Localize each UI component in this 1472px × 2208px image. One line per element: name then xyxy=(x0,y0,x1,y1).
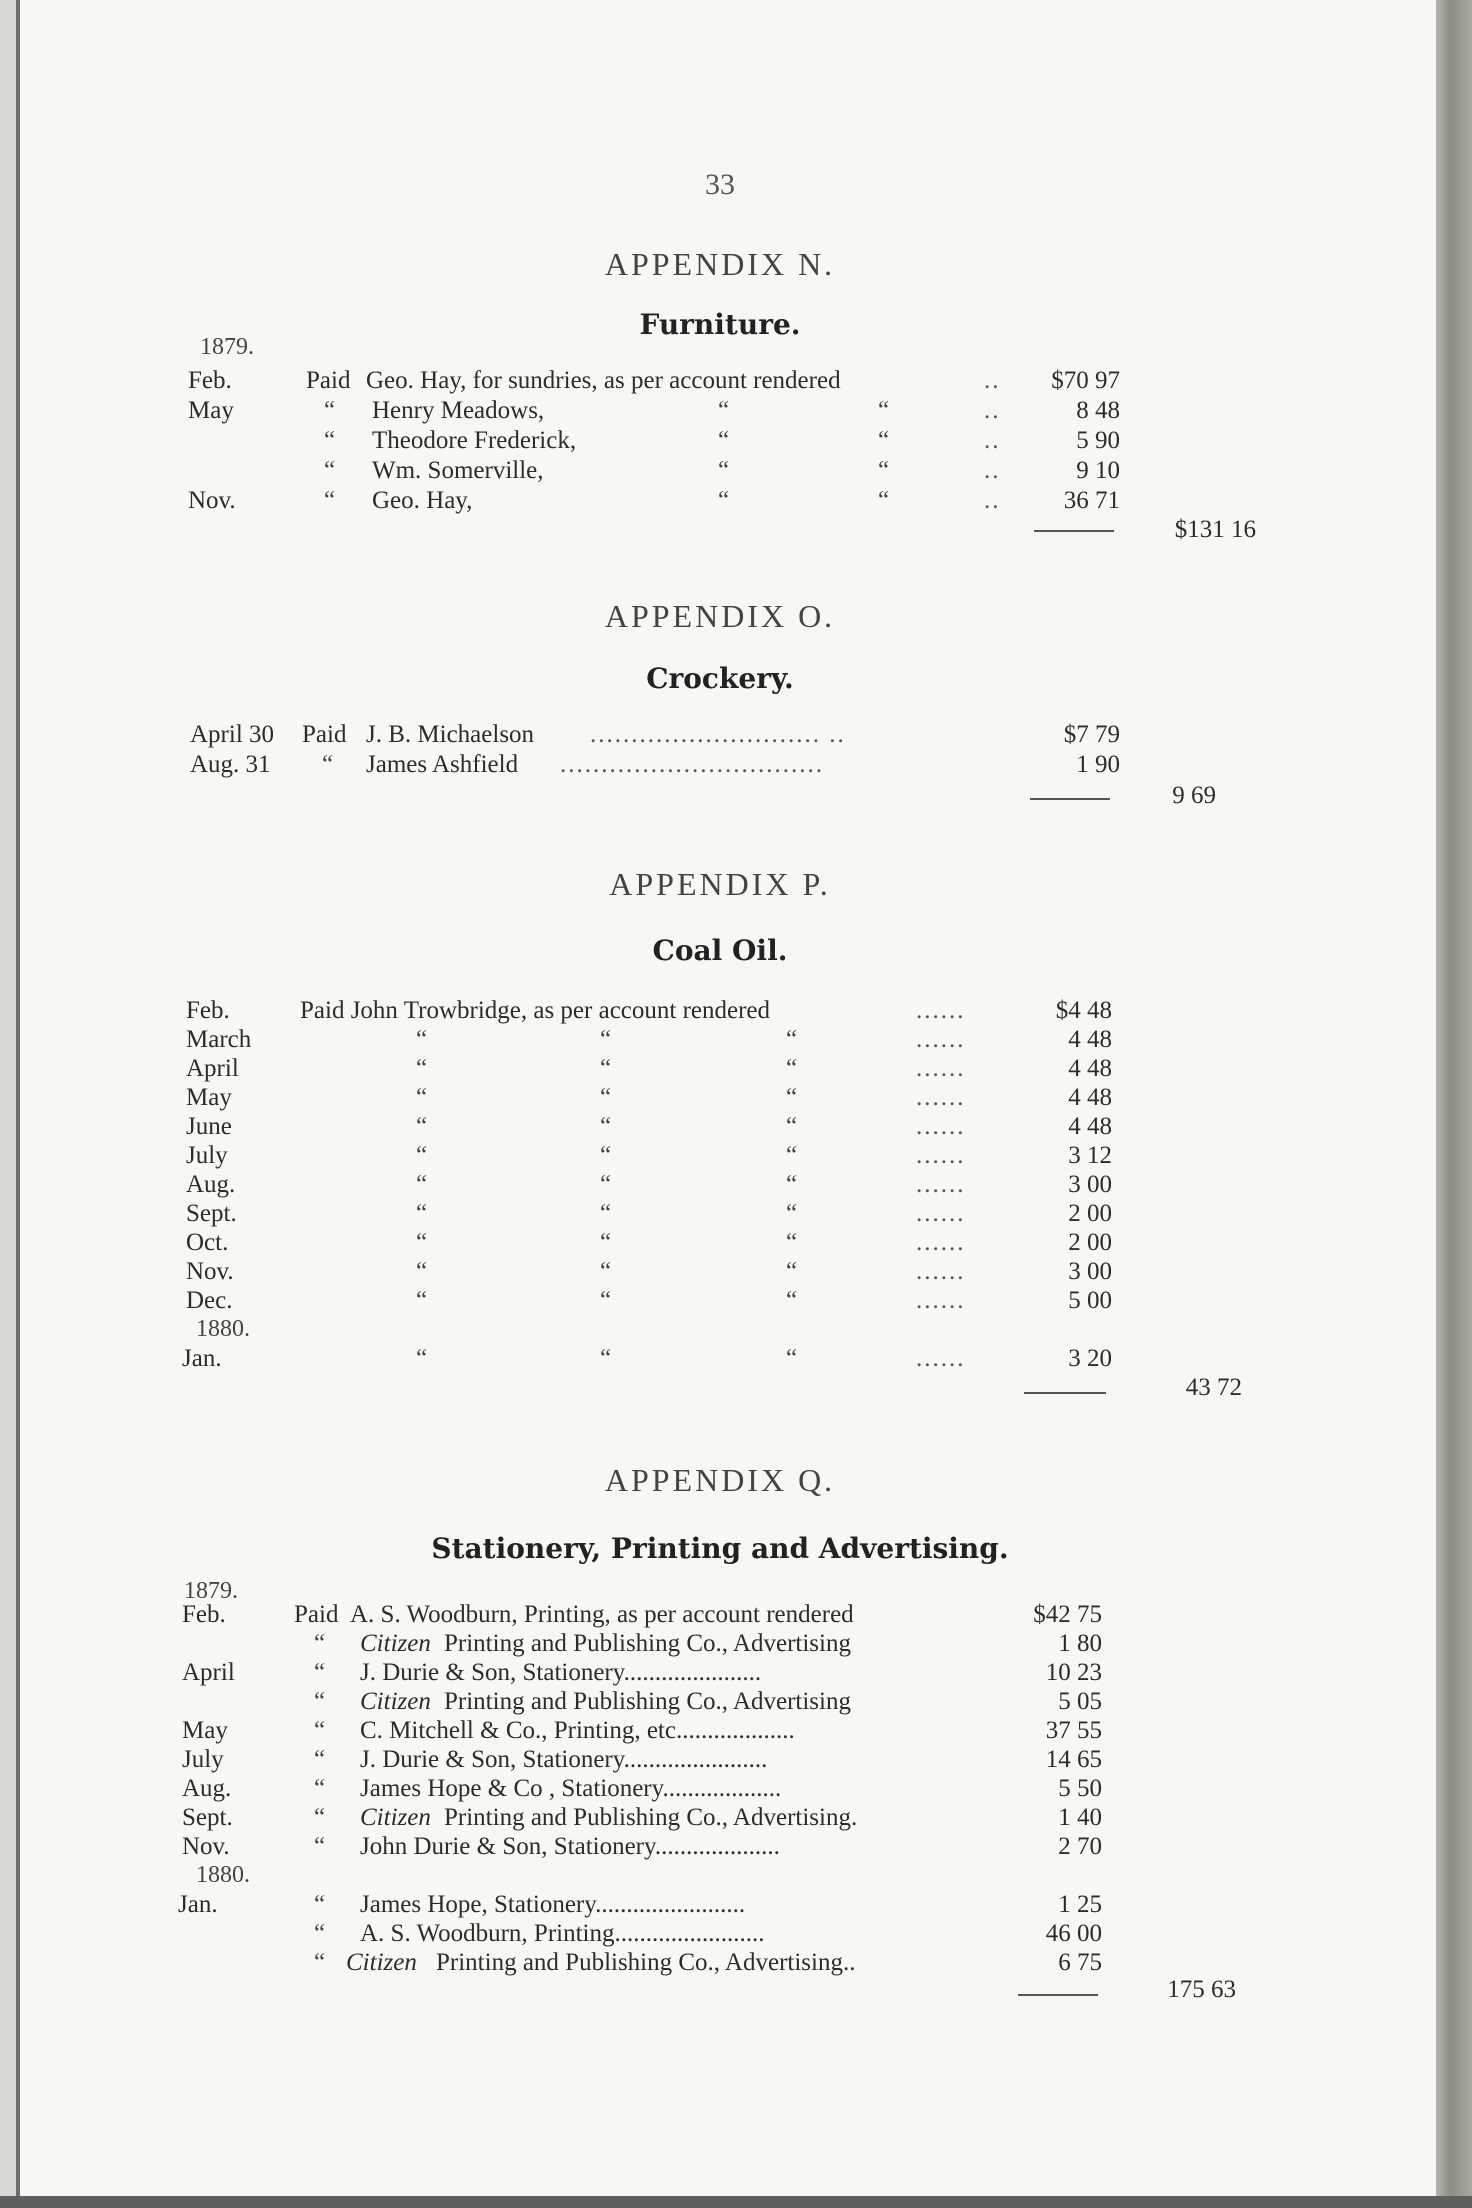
row-month: Feb. xyxy=(186,997,230,1024)
appendix-n-title: APPENDIX N. xyxy=(604,246,836,282)
ledger-row xyxy=(0,396,1440,426)
ledger-row xyxy=(0,1774,1440,1804)
row-leader-dots: .. xyxy=(984,397,1001,424)
appendix-n-heading: Furniture. xyxy=(639,308,801,341)
row-prefix: “ xyxy=(314,1949,326,1976)
appendix-o-heading: Crockery. xyxy=(646,662,794,695)
ledger-row xyxy=(0,366,1440,396)
row-prefix: Paid xyxy=(302,721,347,748)
page-bottom-edge xyxy=(0,2196,1472,2208)
row-payee-italic: Citizen xyxy=(346,1949,417,1976)
row-ditto: “ xyxy=(786,1287,798,1314)
row-month: Aug. xyxy=(186,1171,236,1198)
ledger-row xyxy=(0,426,1440,456)
row-prefix: “ xyxy=(322,751,334,778)
row-payee: J. Durie & Son, Stationery....................... xyxy=(360,1746,768,1773)
row-prefix: “ xyxy=(314,1891,326,1918)
ledger-row xyxy=(0,720,1440,750)
row-month: Feb. xyxy=(182,1601,226,1628)
ledger-row xyxy=(0,1832,1440,1862)
row-amount: 4 48 xyxy=(1068,1055,1112,1082)
row-ditto: “ xyxy=(416,1084,428,1111)
row-ditto: “ xyxy=(786,1113,798,1140)
row-amount: $7 79 xyxy=(1063,721,1120,748)
row-ditto: “ xyxy=(600,1026,612,1053)
row-amount: 6 75 xyxy=(1058,1949,1102,1976)
row-amount: 1 80 xyxy=(1058,1630,1102,1657)
row-payee: Printing and Publishing Co., Advertising xyxy=(444,1630,851,1657)
row-month: April xyxy=(182,1659,235,1686)
ledger-row xyxy=(0,1170,1440,1200)
ledger-row xyxy=(0,1257,1440,1287)
row-amount: 5 50 xyxy=(1058,1775,1102,1802)
row-prefix: “ xyxy=(314,1688,326,1715)
row-ditto: “ xyxy=(600,1229,612,1256)
row-amount: 1 90 xyxy=(1076,751,1120,778)
row-month: May xyxy=(186,1084,232,1111)
appendix-o-total: 9 69 xyxy=(1172,782,1216,809)
row-payee-italic: Citizen xyxy=(360,1688,431,1715)
row-month: Oct. xyxy=(186,1229,229,1256)
row-ditto: “ xyxy=(416,1258,428,1285)
row-ditto: “ xyxy=(416,1200,428,1227)
row-prefix: “ xyxy=(324,397,336,424)
row-amount: 10 23 xyxy=(1045,1659,1102,1686)
row-leader-dots: .. xyxy=(984,367,1001,394)
row-leader-dots: .. xyxy=(984,427,1001,454)
ledger-row xyxy=(0,1344,1440,1374)
row-leader-dots: ...... xyxy=(916,1113,966,1140)
row-prefix: “ xyxy=(314,1659,326,1686)
row-month: Nov. xyxy=(188,487,236,514)
row-prefix: Paid xyxy=(306,367,351,394)
row-payee: James Hope, Stationery........................ xyxy=(360,1891,746,1918)
row-prefix: “ xyxy=(324,457,336,484)
row-month: June xyxy=(186,1113,232,1140)
row-amount: 1 40 xyxy=(1058,1804,1102,1831)
row-prefix: “ xyxy=(324,427,336,454)
row-month: May xyxy=(188,397,234,424)
row-payee: C. Mitchell & Co., Printing, etc................... xyxy=(360,1717,795,1744)
row-ditto: “ xyxy=(416,1113,428,1140)
ledger-row xyxy=(0,1803,1440,1833)
row-month: May xyxy=(182,1717,228,1744)
row-payee: J. Durie & Son, Stationery...................... xyxy=(360,1659,762,1686)
row-amount: 2 00 xyxy=(1068,1229,1112,1256)
row-month: Aug. xyxy=(182,1775,232,1802)
row-payee: James Ashfield xyxy=(366,751,519,778)
row-month: Dec. xyxy=(186,1287,233,1314)
row-ditto: “ xyxy=(718,457,730,484)
ledger-row xyxy=(0,1025,1440,1055)
ledger-row xyxy=(0,1948,1440,1978)
row-ditto: “ xyxy=(600,1055,612,1082)
row-prefix: Paid xyxy=(294,1601,339,1628)
row-amount: 5 90 xyxy=(1076,427,1120,454)
row-amount: 5 00 xyxy=(1068,1287,1112,1314)
appendix-p-year: 1880. xyxy=(196,1316,250,1342)
row-ditto: “ xyxy=(416,1345,428,1372)
row-ditto: “ xyxy=(416,1026,428,1053)
ledger-row xyxy=(0,1687,1440,1717)
row-ditto: “ xyxy=(718,427,730,454)
row-ditto: “ xyxy=(718,397,730,424)
ledger-row xyxy=(0,1286,1440,1316)
row-payee: Wm. Somerville, xyxy=(372,457,544,484)
row-ditto: “ xyxy=(786,1055,798,1082)
row-ditto: “ xyxy=(600,1113,612,1140)
row-ditto: “ xyxy=(786,1026,798,1053)
row-prefix: “ xyxy=(324,487,336,514)
appendix-o-title: APPENDIX O. xyxy=(604,598,836,634)
row-ditto: “ xyxy=(600,1287,612,1314)
row-payee: Printing and Publishing Co., Advertising.. xyxy=(436,1949,856,1976)
row-prefix: “ xyxy=(314,1804,326,1831)
ledger-row xyxy=(0,1083,1440,1113)
ledger-row xyxy=(0,996,1440,1026)
row-ditto: “ xyxy=(786,1171,798,1198)
row-ditto: “ xyxy=(416,1229,428,1256)
row-prefix: “ xyxy=(314,1920,326,1947)
row-month: Feb. xyxy=(188,367,232,394)
ledger-row xyxy=(0,750,1440,780)
row-payee: A. S. Woodburn, Printing........................ xyxy=(360,1920,765,1947)
row-ditto: “ xyxy=(878,487,890,514)
row-amount: 4 48 xyxy=(1068,1026,1112,1053)
row-leader-dots: ...... xyxy=(916,1287,966,1314)
ledger-row xyxy=(0,1716,1440,1746)
appendix-q-heading: Stationery, Printing and Advertising. xyxy=(431,1532,1009,1565)
row-amount: $42 75 xyxy=(1033,1601,1102,1628)
row-amount: 14 65 xyxy=(1045,1746,1102,1773)
appendix-n-total: $131 16 xyxy=(1174,516,1256,543)
row-amount: 36 71 xyxy=(1063,487,1120,514)
row-ditto: “ xyxy=(786,1258,798,1285)
row-payee: Henry Meadows, xyxy=(372,397,545,424)
row-ditto: “ xyxy=(416,1171,428,1198)
row-month: March xyxy=(186,1026,252,1053)
row-leader-dots: ...... xyxy=(916,1229,966,1256)
row-amount: 3 20 xyxy=(1068,1345,1112,1372)
row-ditto: “ xyxy=(600,1084,612,1111)
row-payee: Paid John Trowbridge, as per account rendered xyxy=(300,997,771,1024)
row-month: Jan. xyxy=(182,1345,222,1372)
row-month: Nov. xyxy=(182,1833,230,1860)
row-month: Sept. xyxy=(186,1200,237,1227)
row-ditto: “ xyxy=(416,1142,428,1169)
row-ditto: “ xyxy=(416,1287,428,1314)
row-leader-dots: ...... xyxy=(916,1258,966,1285)
row-amount: 1 25 xyxy=(1058,1891,1102,1918)
row-leader-dots: ...... xyxy=(916,1200,966,1227)
appendix-q-total: 175 63 xyxy=(1167,1976,1236,2003)
row-leader-dots: ...... xyxy=(916,1345,966,1372)
row-amount: 46 00 xyxy=(1045,1920,1102,1947)
appendix-q-title: APPENDIX Q. xyxy=(604,1462,836,1498)
row-payee: Printing and Publishing Co., Advertising xyxy=(444,1688,851,1715)
ledger-row xyxy=(0,1054,1440,1084)
row-ditto: “ xyxy=(786,1142,798,1169)
row-leader-dots: ...... xyxy=(916,1026,966,1053)
row-payee: J. B. Michaelson xyxy=(366,721,535,748)
row-payee: Geo. Hay, xyxy=(372,487,473,514)
row-leader-dots: ............................ .. xyxy=(590,721,846,748)
row-payee-italic: Citizen xyxy=(360,1630,431,1657)
row-ditto: “ xyxy=(786,1084,798,1111)
row-leader-dots: .. xyxy=(984,487,1001,514)
row-amount: 8 48 xyxy=(1076,397,1120,424)
row-prefix: “ xyxy=(314,1630,326,1657)
page-number: 33 xyxy=(705,168,735,201)
appendix-q-year: 1879. xyxy=(184,1578,238,1604)
row-leader-dots: ...... xyxy=(916,997,966,1024)
row-ditto: “ xyxy=(416,1055,428,1082)
row-ditto: “ xyxy=(600,1258,612,1285)
row-month: Nov. xyxy=(186,1258,234,1285)
row-prefix: “ xyxy=(314,1717,326,1744)
row-leader-dots: ................................ xyxy=(560,751,824,778)
row-ditto: “ xyxy=(786,1345,798,1372)
row-amount: 4 48 xyxy=(1068,1113,1112,1140)
row-amount: $4 48 xyxy=(1055,997,1112,1024)
row-payee: James Hope & Co , Stationery................... xyxy=(360,1775,782,1802)
row-ditto: “ xyxy=(600,1171,612,1198)
row-amount: 5 05 xyxy=(1058,1688,1102,1715)
row-amount: 4 48 xyxy=(1068,1084,1112,1111)
row-ditto: “ xyxy=(786,1200,798,1227)
row-month: Jan. xyxy=(178,1891,218,1918)
row-amount: 2 70 xyxy=(1058,1833,1102,1860)
appendix-n-year: 1879. xyxy=(200,334,254,360)
row-date: April 30 xyxy=(190,721,275,748)
row-payee: A. S. Woodburn, Printing, as per account rendered xyxy=(350,1601,854,1628)
row-ditto: “ xyxy=(718,487,730,514)
row-ditto: “ xyxy=(878,457,890,484)
row-ditto: “ xyxy=(878,427,890,454)
row-leader-dots: ...... xyxy=(916,1055,966,1082)
appendix-p-title: APPENDIX P. xyxy=(609,866,831,902)
row-amount: 37 55 xyxy=(1045,1717,1102,1744)
appendix-p-heading: Coal Oil. xyxy=(652,934,788,967)
row-payee: Printing and Publishing Co., Advertising. xyxy=(444,1804,858,1831)
row-payee: John Durie & Son, Stationery.................... xyxy=(360,1833,780,1860)
ledger-row xyxy=(0,1629,1440,1659)
row-payee-italic: Citizen xyxy=(360,1804,431,1831)
row-ditto: “ xyxy=(786,1229,798,1256)
row-month: Sept. xyxy=(182,1804,233,1831)
row-amount: 2 00 xyxy=(1068,1200,1112,1227)
ledger-row xyxy=(0,1658,1440,1688)
row-month: July xyxy=(182,1746,224,1773)
row-amount: 3 00 xyxy=(1068,1171,1112,1198)
row-leader-dots: ...... xyxy=(916,1084,966,1111)
row-payee: Theodore Frederick, xyxy=(372,427,577,454)
row-month: April xyxy=(186,1055,239,1082)
ledger-row xyxy=(0,1199,1440,1229)
row-date: Aug. 31 xyxy=(190,751,271,778)
row-month: July xyxy=(186,1142,228,1169)
row-leader-dots: ...... xyxy=(916,1142,966,1169)
ledger-row xyxy=(0,486,1440,516)
ledger-row xyxy=(0,1600,1440,1630)
row-payee: Geo. Hay, for sundries, as per account rendered xyxy=(366,367,841,394)
appendix-p-total: 43 72 xyxy=(1185,1374,1242,1401)
ledger-row xyxy=(0,1919,1440,1949)
ledger-row xyxy=(0,1745,1440,1775)
row-ditto: “ xyxy=(878,397,890,424)
appendix-q-year-2: 1880. xyxy=(196,1862,250,1888)
row-ditto: “ xyxy=(600,1200,612,1227)
ledger-row xyxy=(0,1112,1440,1142)
row-amount: 3 00 xyxy=(1068,1258,1112,1285)
ledger-row xyxy=(0,1141,1440,1171)
row-leader-dots: ...... xyxy=(916,1171,966,1198)
row-amount: 3 12 xyxy=(1068,1142,1112,1169)
ledger-row xyxy=(0,456,1440,486)
row-amount: $70 97 xyxy=(1051,367,1120,394)
row-prefix: “ xyxy=(314,1833,326,1860)
book-spine xyxy=(1436,0,1472,2208)
ledger-row xyxy=(0,1890,1440,1920)
row-ditto: “ xyxy=(600,1142,612,1169)
row-amount: 9 10 xyxy=(1076,457,1120,484)
row-prefix: “ xyxy=(314,1775,326,1802)
row-ditto: “ xyxy=(600,1345,612,1372)
ledger-row xyxy=(0,1228,1440,1258)
row-prefix: “ xyxy=(314,1746,326,1773)
row-leader-dots: .. xyxy=(984,457,1001,484)
